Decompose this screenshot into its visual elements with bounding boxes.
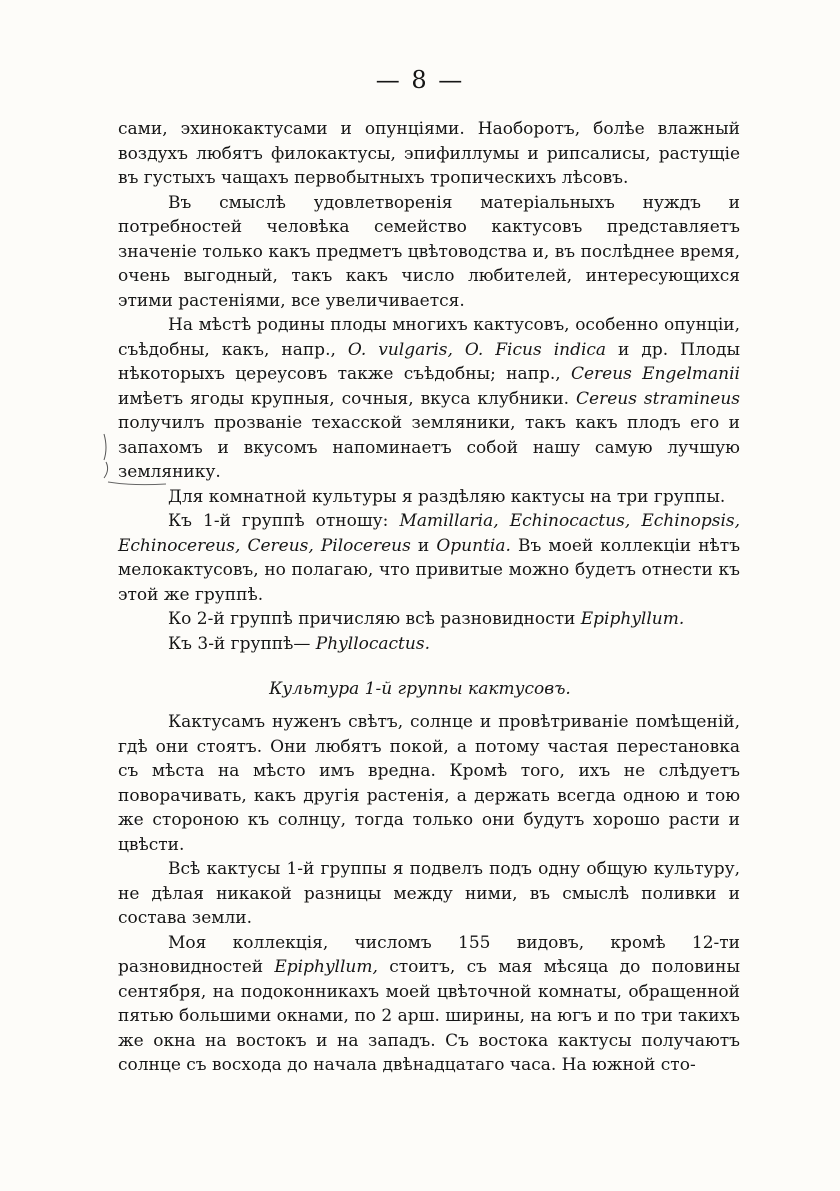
paragraph-collection: Моя коллекція, числомъ 155 видовъ, кромѣ 12-ти разновидностей Epiphyllum, стоитъ, съ мая мѣсяца до половины сентября, на подоконникахъ моей цвѣточной комнаты, обращенной пятью большими окнами, по 2 арш. ширины, на югъ и по три такихъ же окна на востокъ и на западъ. Съ востока кактусы получаютъ солнце съ восхода до начала двѣнадцатаго часа. На южной сто- xyxy=(118,932,740,1075)
paragraph: Въ смыслѣ удовлетворенія матеріальныхъ нуждъ и потребностей человѣка семейство кактусовъ представляетъ значеніе только какъ предметъ цвѣтоводства и, въ послѣднее время, очень выгодный, такъ какъ число любителей, интересующихся этими растеніями, все увеличивается. xyxy=(118,192,740,311)
text-block-lower xyxy=(118,710,740,1078)
paragraph: Для комнатной культуры я раздѣляю кактусы на три группы. xyxy=(168,486,726,507)
paragraph: Кактусамъ нуженъ свѣтъ, солнце и провѣтриваніе помѣщеній, гдѣ они стоятъ. Они любятъ покой, а потому частая перестановка съ мѣста на мѣсто имъ вредна. Кромѣ того, ихъ не слѣдуетъ поворачивать, какъ другія растенія, а держать всегда одною и тою же стороною къ солнцу, тогда только они будутъ хорошо расти и цвѣсти. xyxy=(118,712,740,855)
text-block-upper xyxy=(118,117,740,656)
paragraph-fruits: На мѣстѣ родины плоды многихъ кактусовъ, особенно опунціи, съѣдобны, какъ, напр., O. vulgaris, O. Ficus indica и др. Плоды нѣкоторыхъ цереусовъ также съѣдобны; напр., Cereus Engelmanii имѣетъ ягоды крупныя, сочныя, вкуса клубники. Cereus stramineus получилъ прозваніе техасской земляники, такъ какъ плодъ его и запахомъ и вкусомъ напоминаетъ собой нашу самую лучшую землянику. xyxy=(118,315,740,482)
paragraph-group-3: Къ 3-й группѣ— Phyllocactus. xyxy=(168,633,430,654)
paragraph: Всѣ кактусы 1-й группы я подвелъ подъ одну общую культуру, не дѣлая никакой разницы между ними, въ смыслѣ поливки и состава земли. xyxy=(118,859,740,928)
page-number: — 8 — xyxy=(375,66,465,94)
paragraph: сами, эхинокактусами и опунціями. Наоборотъ, болѣе влажный воздухъ любятъ филокактусы, эпифиллумы и рипсалисы, растущіе въ густыхъ чащахъ первобытныхъ тропическихъ лѣсовъ. xyxy=(118,119,740,188)
section-heading: Культура 1-й группы кактусовъ. xyxy=(269,679,571,699)
paragraph-group-2: Ко 2-й группѣ причисляю всѣ разновидности Epiphyllum. xyxy=(168,609,685,629)
paragraph-group-1: Къ 1-й группѣ отношу: Mamillaria, Echinocactus, Echinopsis, Echinocereus, Cereus, Pilocereus и Opuntia. Въ моей коллекціи нѣтъ мелокактусовъ, но полагаю, что привитые можно будетъ отнести къ этой же группѣ. xyxy=(118,511,741,605)
